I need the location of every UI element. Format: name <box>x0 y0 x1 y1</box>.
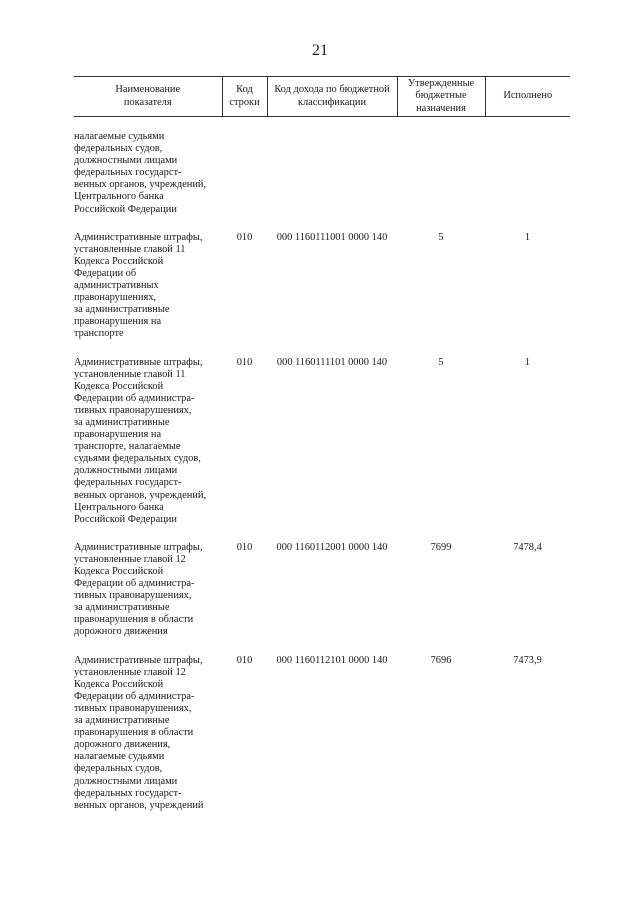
header-income-code <box>267 77 397 117</box>
budget-table-container <box>74 76 570 828</box>
row-executed: 1 <box>524 356 531 368</box>
table-body <box>74 117 570 828</box>
header-approved-label: Утвержденные бюджетные назначения <box>407 78 475 114</box>
row-name: Административные штрафы, установленные главой 11 Кодекса Российской Федерации об администра- тивных правонарушениях, за административные правонарушения на транспорте, налагаемые судьями федеральных судов, должностными лицами федеральных государст- венных органов, учреждений, Центрального банка Российской Федерации <box>74 356 207 525</box>
row-executed: 1 <box>524 231 531 243</box>
header-executed <box>485 77 570 117</box>
table-row <box>74 655 570 828</box>
row-income-code: 000 1160111101 0000 140 <box>276 356 388 368</box>
page-number: 21 <box>312 42 328 59</box>
table-header <box>74 77 570 117</box>
row-line-code: 010 <box>236 541 253 553</box>
row-income-code: 000 1160112001 0000 140 <box>276 541 388 553</box>
row-approved: 5 <box>438 231 444 243</box>
header-line-code-label: Код строки <box>229 84 260 108</box>
row-approved <box>397 117 485 232</box>
row-line-code: 010 <box>236 654 253 666</box>
row-executed <box>485 117 570 232</box>
table-row <box>74 542 570 655</box>
row-line-code: 010 <box>236 356 253 368</box>
header-executed-label: Исполнено <box>503 90 553 102</box>
row-income-code: 000 1160112101 0000 140 <box>276 654 388 666</box>
budget-table <box>74 76 570 828</box>
row-name: Административные штрафы, установленные главой 12 Кодекса Российской Федерации об администра- тивных правонарушениях, за административные правонарушения в области дорожного движения <box>74 541 203 638</box>
row-line-code <box>222 117 267 232</box>
row-line-code: 010 <box>236 231 253 243</box>
table-row-continuation <box>74 117 570 232</box>
row-income-code <box>267 117 397 232</box>
row-name: Административные штрафы, установленные главой 11 Кодекса Российской Федерации об административных правонарушениях, за административные правонарушения на транспорте <box>74 231 203 340</box>
row-income-code: 000 1160111001 0000 140 <box>276 231 388 243</box>
header-name <box>74 77 222 117</box>
header-name-label: Наименование показателя <box>115 84 181 108</box>
row-approved: 7696 <box>430 654 452 666</box>
header-line-code <box>222 77 267 117</box>
row-executed: 7473,9 <box>513 654 542 666</box>
row-name: налагаемые судьями федеральных судов, должностными лицами федеральных государст- венных органов, учреждений, Центрального банка Российской Федерации <box>74 131 207 215</box>
row-executed: 7478,4 <box>513 541 542 553</box>
table-row <box>74 232 570 357</box>
header-approved <box>397 77 485 117</box>
header-income-code-label: Код дохода по бюджетной классификации <box>274 84 390 108</box>
table-row <box>74 357 570 542</box>
row-name: Административные штрафы, установленные главой 12 Кодекса Российской Федерации об администра- тивных правонарушениях, за административные правонарушения в области дорожного движения, налагаемые судьями федеральных судов, должностными лицами федеральных государст- венных органов, учреждений <box>74 654 204 811</box>
row-approved: 5 <box>438 356 444 368</box>
row-approved: 7699 <box>430 541 452 553</box>
